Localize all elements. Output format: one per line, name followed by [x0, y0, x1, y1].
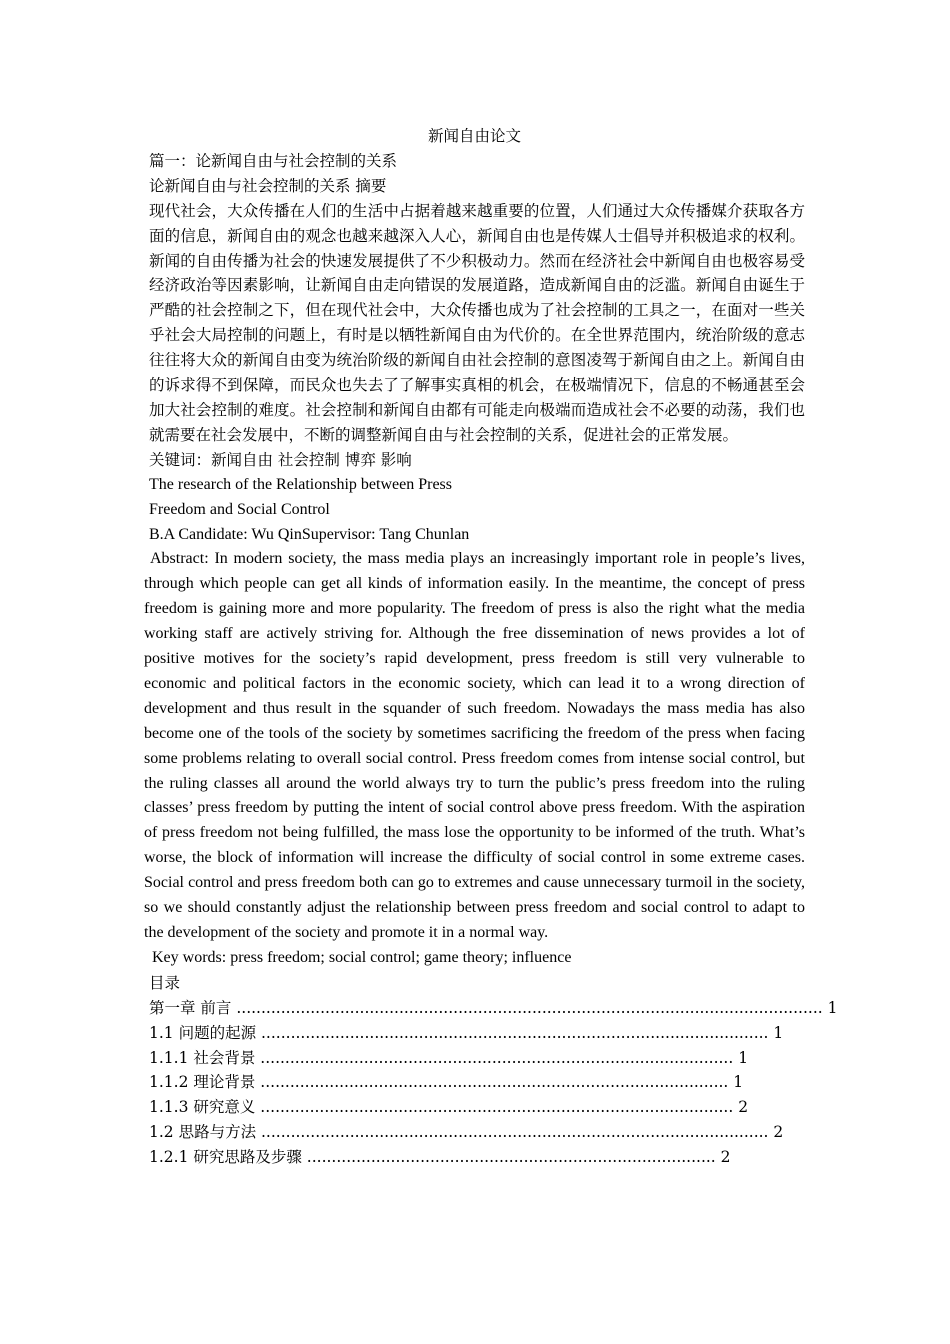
en-keywords: Key words: press freedom; social control; game theory; influence	[152, 948, 572, 966]
toc-item[interactable]: 1.1.1 社会背景 ................................................................................................ 1	[149, 1048, 749, 1067]
toc-item[interactable]: 1.1.3 研究意义 ................................................................................................ 2	[149, 1098, 749, 1117]
toc-item[interactable]: 1.2 思路与方法 ....................................................................................................... 2	[149, 1123, 784, 1142]
chapter-heading: 篇一：论新闻自由与社会控制的关系	[149, 151, 398, 170]
document-body	[144, 124, 838, 1170]
en-candidate: B.A Candidate: Wu QinSupervisor: Tang Chunlan	[149, 525, 470, 543]
en-title-line-1: The research of the Relationship between Press	[149, 475, 453, 493]
toc-item[interactable]: 1.1.2 理论背景 ............................................................................................... 1	[149, 1073, 744, 1092]
cn-abstract-paragraph: 现代社会，大众传播在人们的生活中占据着越来越重要的位置，人们通过大众传播媒介获取各方面的信息，新闻自由的观念也越来越深入人心，新闻自由也是传媒人士倡导并积极追求的权利。新闻的自由传播为社会的快速发展提供了不少积极动力。然而在经济社会中新闻自由也极容易受经济政治等因素影响，让新闻自由走向错误的发展道路，造成新闻自由的泛滥。新闻自由诞生于严酷的社会控制之下，但在现代社会中，大众传播也成为了社会控制的工具之一，在面对一些关乎社会大局控制的问题上，有时是以牺牲新闻自由为代价的。在全世界范围内，统治阶级的意志往往将大众的新闻自由变为统治阶级的新闻自由社会控制的意图凌驾于新闻自由之上。新闻自由的诉求得不到保障，而民众也失去了了解事实真相的机会，在极端情况下，信息的不畅通甚至会加大社会控制的难度。社会控制和新闻自由都有可能走向极端而造成社会不必要的动荡，我们也就需要在社会发展中，不断的调整新闻自由与社会控制的关系，促进社会的正常发展。	[149, 201, 805, 444]
toc-item[interactable]: 第一章 前言 ....................................................................................................................... 1	[149, 998, 838, 1017]
en-title-line-2: Freedom and Social Control	[149, 500, 330, 518]
cn-keywords: 关键词：新闻自由 社会控制 博弈 影响	[149, 450, 412, 469]
en-abstract-paragraph: Abstract: In modern society, the mass media plays an increasingly important role in people’s lives, through which people can get all kinds of information easily. In the meantime, the concept of press freedom is gaining more and more popularity. The freedom of press is also the right what the media working staff are actively striving for. Although the free dissemination of news provides a lot of positive motives for the society’s rapid development, press freedom is still very vulnerable to economic and political factors in the economic society, which can lead it to a wrong direction of development and thus result in the squander of such freedom. Nowadays the mass media has also become one of the tools of the society by sometimes sacrificing the freedom of the press when facing some problems relating to overall social control. Press freedom comes from intense social control, but the ruling classes all around the world always try to turn the public’s press freedom into the ruling classes’ press freedom by putting the intent of social control above press freedom. With the aspiration of press freedom not being fulfilled, the mass lose the opportunity to be informed of the truth. What’s worse, the block of information will increase the difficulty of social control in some extreme cases. Social control and press freedom both can go to extremes and cause unnecessary turmoil in the society, so we should constantly adjust the relationship between press freedom and social control to adapt to the development of the society and promote it in a normal way.	[144, 550, 805, 941]
document-title: 新闻自由论文	[427, 127, 521, 145]
table-of-contents	[144, 996, 838, 1170]
toc-item[interactable]: 1.1 问题的起源 ....................................................................................................... 1	[149, 1023, 784, 1042]
toc-heading: 目录	[149, 973, 181, 992]
toc-item[interactable]: 1.2.1 研究思路及步骤 ................................................................................... 2	[149, 1148, 731, 1167]
cn-abstract-heading: 论新闻自由与社会控制的关系 摘要	[149, 176, 387, 195]
